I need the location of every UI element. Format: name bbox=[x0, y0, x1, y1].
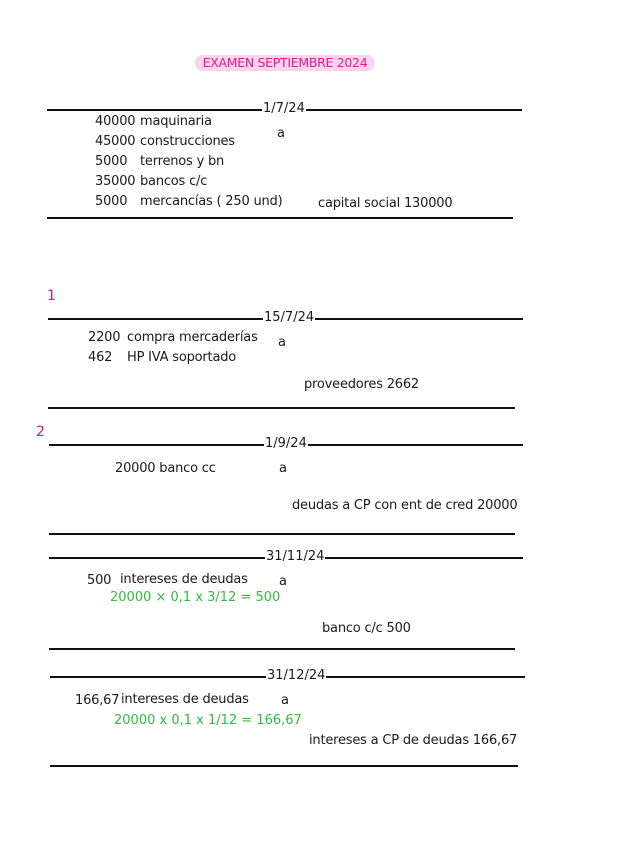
interest-calculation: 20000 × 0,1 x 3/12 = 500 bbox=[110, 590, 281, 605]
entry-bottom-line bbox=[50, 765, 518, 767]
debit-amount: 462 bbox=[88, 350, 113, 365]
entry-date: 31/11/24 bbox=[266, 549, 325, 564]
debit-amount: 5000 bbox=[95, 194, 128, 209]
entry-a-marker: a bbox=[281, 693, 289, 708]
debit-amount: 5000 bbox=[95, 154, 128, 169]
entry-a-marker: a bbox=[277, 126, 285, 141]
entry-a-marker: a bbox=[278, 335, 286, 350]
entry-a-marker: a bbox=[279, 461, 287, 476]
entry-bottom-line bbox=[49, 648, 515, 650]
debit-line: 20000 banco cc bbox=[115, 461, 216, 476]
debit-account: HP IVA soportado bbox=[127, 350, 237, 365]
interest-calculation: 20000 x 0,1 x 1/12 = 166,67 bbox=[114, 713, 302, 728]
debit-amount: 2200 bbox=[88, 330, 121, 345]
debit-account: construcciones bbox=[140, 134, 235, 149]
entry-date: 15/7/24 bbox=[264, 310, 315, 325]
debit-amount: 166,67 bbox=[75, 693, 120, 708]
entry-number: 2 bbox=[36, 424, 45, 440]
debit-account: mercancías ( 250 und) bbox=[140, 194, 283, 209]
page-title: EXAMEN SEPTIEMBRE 2024 bbox=[195, 55, 375, 71]
entry-number: 1 bbox=[47, 288, 56, 304]
debit-account: intereses de deudas bbox=[121, 692, 249, 707]
debit-account: maquinaria bbox=[140, 114, 212, 129]
entry-a-marker: a bbox=[279, 574, 287, 589]
debit-amount: 35000 bbox=[95, 174, 136, 189]
debit-amount: 500 bbox=[87, 573, 112, 588]
entry-date: 1/7/24 bbox=[263, 101, 305, 116]
entry-date: 31/12/24 bbox=[267, 668, 326, 683]
credit-line: intereses a CP de deudas 166,67 bbox=[309, 733, 518, 748]
debit-amount: 45000 bbox=[95, 134, 136, 149]
credit-line: proveedores 2662 bbox=[304, 377, 420, 392]
debit-account: bancos c/c bbox=[140, 174, 208, 189]
entry-bottom-line bbox=[48, 407, 515, 409]
credit-line: capital social 130000 bbox=[318, 196, 453, 211]
entry-bottom-line bbox=[49, 533, 515, 535]
credit-line: deudas a CP con ent de cred 20000 bbox=[292, 498, 518, 513]
debit-account: compra mercaderías bbox=[127, 330, 258, 345]
entry-bottom-line bbox=[47, 217, 513, 219]
debit-account: intereses de deudas bbox=[120, 572, 248, 587]
debit-amount: 40000 bbox=[95, 114, 136, 129]
entry-date: 1/9/24 bbox=[265, 436, 307, 451]
debit-account: terrenos y bn bbox=[140, 154, 225, 169]
credit-line: banco c/c 500 bbox=[322, 621, 411, 636]
